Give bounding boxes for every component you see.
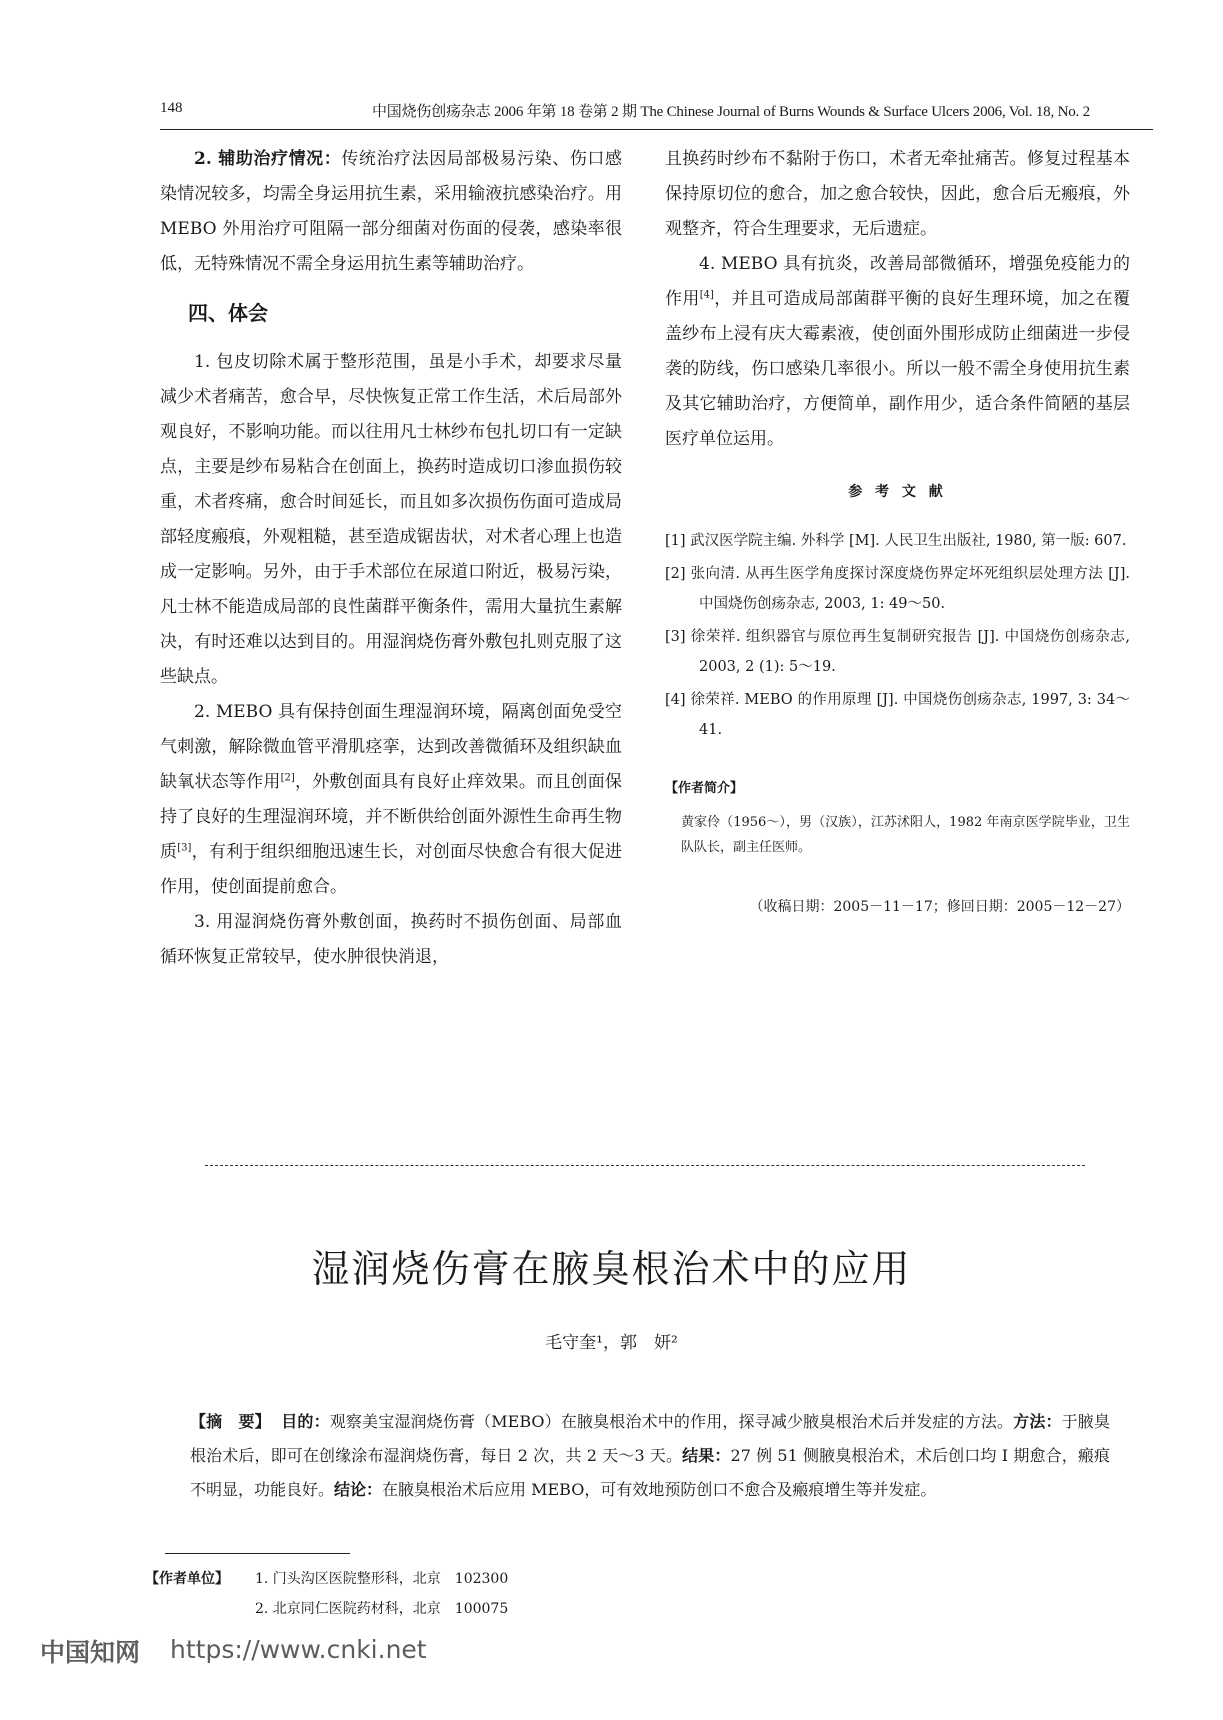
affiliation-item: 2. 北京同仁医院药材科，北京 100075: [255, 1601, 509, 1617]
conclusion-text: 在腋臭根治术后应用 MEBO，可有效地预防创口不愈合及瘢痕增生等并发症。: [382, 1480, 937, 1499]
citation: [2]: [280, 772, 295, 784]
paragraph-text: ，外敷创面具有良好止痒效果。而且创面保持了良好的生理湿润环境，并不断供给创面外源性生命再生物质: [160, 772, 623, 862]
affiliation-label: 【作者单位】: [145, 1571, 229, 1587]
objective-text: 观察美宝湿润烧伤膏（MEBO）在腋臭根治术中的作用，探寻减少腋臭根治术后并发症的方法。: [329, 1412, 1014, 1431]
footnote-rule: [165, 1553, 350, 1554]
paragraph-text: 2. MEBO 具有保持创面生理湿润环境，隔离创面免受空气刺激，解除微血管平滑肌痉挛，达到改善微循环及组织缺血缺氧状态等作用: [160, 702, 622, 792]
article-title: 湿润烧伤膏在腋臭根治术中的应用: [311, 1247, 912, 1291]
paragraph-experience-3: 3. 用湿润烧伤膏外敷创面，换药时不损伤创面、局部血循环恢复正常较早，使水肿很快消退，: [160, 912, 622, 967]
affiliation-item: 1. 门头沟区医院整形科，北京 102300: [255, 1571, 509, 1587]
article-divider: [205, 1165, 1085, 1166]
references-title: 参 考 文 献: [848, 484, 947, 500]
conclusion-label: 结论：: [334, 1480, 383, 1499]
paragraph-continued: 且换药时纱布不黏附于伤口，术者无牵扯痛苦。修复过程基本保持原切位的愈合，加之愈合较快，因此，愈合后无瘢痕，外观整齐，符合生理要求，无后遗症。: [665, 149, 1130, 239]
reference-item: [1] 武汉医学院主编. 外科学 [M]. 人民卫生出版社, 1980, 第一版: 607.: [665, 533, 1127, 549]
paragraph-text: 4. MEBO 具有抗炎，改善局部微循环，增强免疫能力的作用: [665, 254, 1130, 309]
citation: [4]: [699, 289, 714, 301]
received-dates: （收稿日期：2005－11－17；修回日期：2005－12－27）: [749, 899, 1130, 915]
author-note: 黄家伶（1956～），男（汉族），江苏沭阳人，1982 年南京医学院毕业，卫生队队长，副主任医师。: [681, 815, 1130, 855]
paragraph-experience-1: 1. 包皮切除术属于整形范围，虽是小手术，却要求尽量减少术者痛苦，愈合早，尽快恢复正常工作生活，术后局部外观良好，不影响功能。而以往用凡士林纱布包扎切口有一定缺点，主要是纱布易粘合在创面上，换药时造成切口渗血损伤较重，术者疼痛，愈合时间延长，而且如多次损伤伤面可造成局部轻度瘢痕，外观粗糙，甚至造成锯齿状，对术者心理上也造成一定影响。另外，由于手术部位在尿道口附近，极易污染，凡士林不能造成局部的良性菌群平衡条件，需用大量抗生素解决，有时还难以达到目的。用湿润烧伤膏外敷包扎则克服了这些缺点。: [160, 352, 622, 687]
paragraph-experience-4: [665, 247, 1130, 457]
abstract: [190, 1405, 1110, 1507]
paragraph-lead: 2. 辅助治疗情况：: [194, 149, 342, 169]
cnki-logo: 中国知网: [40, 1638, 141, 1667]
reference-item: [4] 徐荣祥. MEBO 的作用原理 [J]. 中国烧伤创疡杂志, 1997, 3: 34～41.: [665, 692, 1130, 738]
author-note-title: 【作者简介】: [665, 781, 744, 796]
reference-item: [3] 徐荣祥. 组织器官与原位再生复制研究报告 [J]. 中国烧伤创疡杂志, 2003, 2 (1): 5～19.: [665, 629, 1130, 675]
reference-item: [2] 张向清. 从再生医学角度探讨深度烧伤界定坏死组织层处理方法 [J]. 中国烧伤创疡杂志, 2003, 1: 49～50.: [665, 566, 1130, 612]
result-text: 27 例 51 侧腋臭根治术，术后创口均 I 期愈合，瘢痕不明显，功能良好。: [190, 1446, 1110, 1499]
paragraph-text: ，有利于组织细胞迅速生长，对创面尽快愈合有很大促进作用，使创面提前愈合。: [160, 842, 623, 897]
abstract-label: 【摘 要】: [190, 1412, 271, 1431]
article-authors: 毛守奎¹，郭 妍²: [545, 1333, 678, 1353]
paragraph-text: ，并且可造成局部菌群平衡的良好生理环境，加之在覆盖纱布上浸有庆大霉素液，使创面外围形成防止细菌进一步侵袭的防线，伤口感染几率很小。所以一般不需全身使用抗生素及其它辅助治疗，方便简单，副作用少，适合条件简陋的基层医疗单位运用。: [665, 289, 1131, 449]
paragraph-text: 传统治疗法因局部极易污染、伤口感染情况较多，均需全身运用抗生素，采用输液抗感染治疗。用 MEBO 外用治疗可阻隔一部分细菌对伤面的侵袭，感染率很低，无特殊情况不需全身运用抗生素等辅助治疗。: [160, 149, 623, 274]
citation: [3]: [177, 842, 192, 854]
running-header: 中国烧伤创疡杂志 2006 年第 18 卷第 2 期 The Chinese Journal of Burns Wounds & Surface Ulcers 2006, Vol. 18, No. 2: [372, 104, 1090, 120]
paragraph-experience-2: [160, 695, 622, 905]
method-label: 方法：: [1013, 1412, 1062, 1431]
section-heading: 四、体会: [188, 301, 268, 325]
header-rule: [160, 129, 1153, 130]
objective-label: 目的：: [281, 1412, 330, 1431]
right-column: [665, 142, 1130, 925]
left-column: [160, 142, 622, 975]
result-label: 结果：: [682, 1446, 731, 1465]
cnki-url[interactable]: https://www.cnki.net: [170, 1635, 427, 1664]
paragraph-aux-treatment: [160, 142, 622, 282]
page-number: 148: [160, 100, 183, 116]
method-text: 于腋臭根治术后，即可在创缘涂布湿润烧伤膏，每日 2 次，共 2 天～3 天。: [190, 1412, 1110, 1465]
